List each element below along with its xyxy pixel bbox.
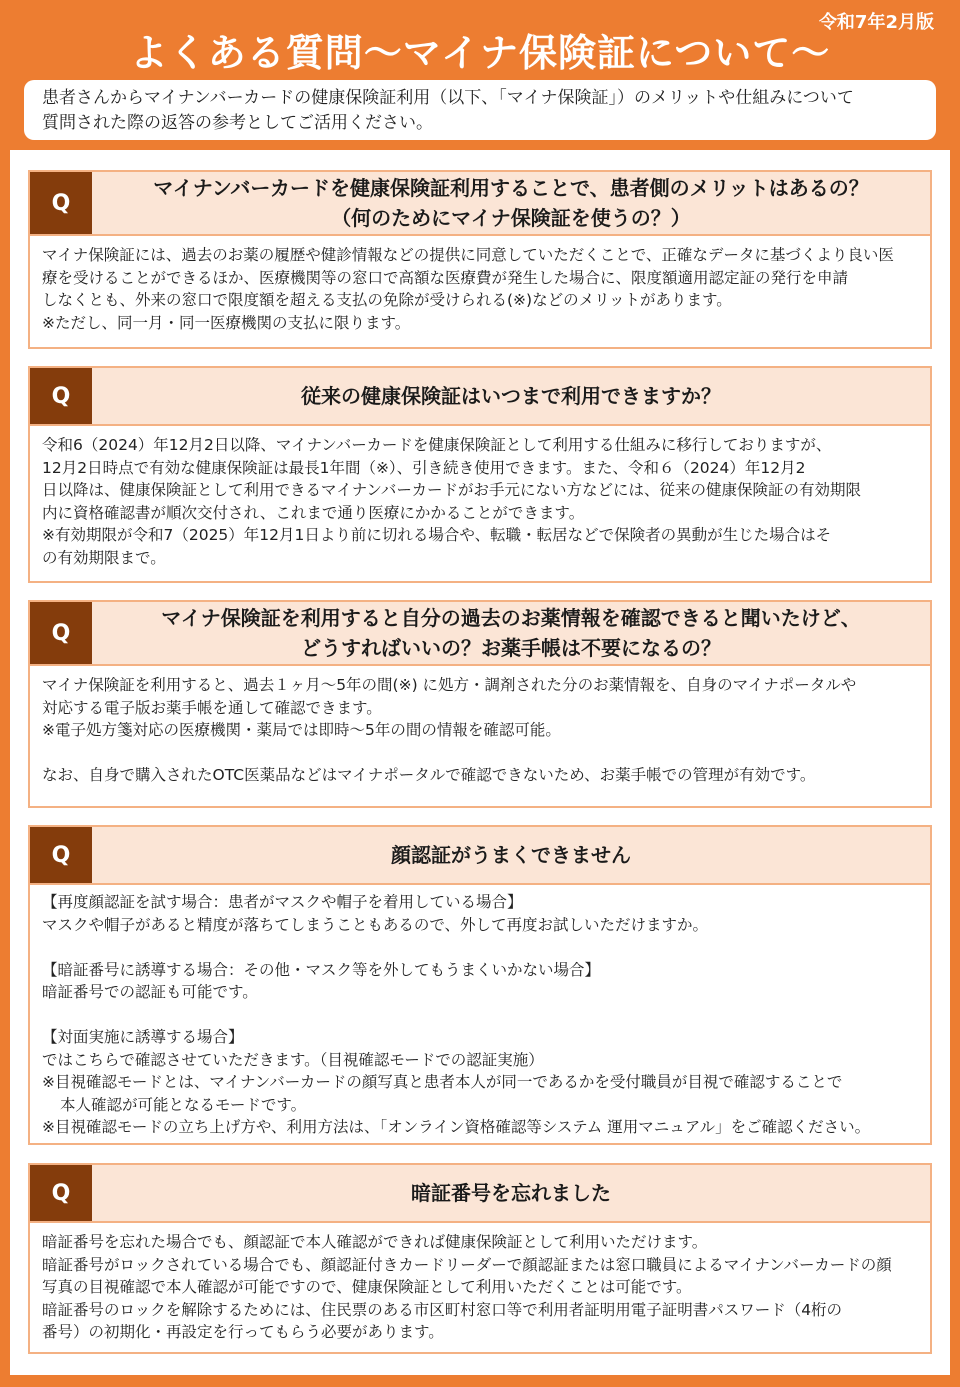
answer-line: 【暗証番号に誘導する場合：その他・マスク等を外してもうまくいかない場合】 <box>42 960 601 979</box>
question-line: （何のためにマイナ保険証を使うの？） <box>331 206 691 230</box>
faq-item-merits <box>28 170 932 349</box>
answer-text <box>30 885 930 1147</box>
answer-text <box>30 236 930 342</box>
answer-text <box>30 666 930 795</box>
answer-line: ※ただし、同一月・同一医療機関の支払に限ります。 <box>42 313 411 332</box>
question-title <box>92 1165 930 1221</box>
q-badge: Q <box>30 1165 92 1221</box>
answer-line: ※目視確認モードとは、マイナンバーカードの顔写真と患者本人が同一であるかを受付職員が目視で確認することで <box>42 1073 843 1091</box>
question-line: 従来の健康保険証はいつまで利用できますか？ <box>301 384 721 408</box>
answer-line: 暗証番号を忘れた場合でも、顔認証で本人確認ができれば健康保険証として利用いただけます。 <box>42 1233 708 1251</box>
q-badge: Q <box>30 827 92 883</box>
answer-line: の有効期限まで。 <box>42 548 166 567</box>
faq-item-face-recognition <box>28 825 932 1145</box>
q-badge: Q <box>30 602 92 664</box>
answer-line: ※電子処方箋対応の医療機関・薬局では即時～5年の間の情報を確認可能。 <box>42 721 561 739</box>
question-line: マイナンバーカードを健康保険証利用することで、患者側のメリットはあるの？ <box>153 176 869 200</box>
answer-line: 12月2日時点で有効な健康保険証は最長1年間（※）、引き続き使用できます。また、令和６（2024）年12月2 <box>42 458 806 477</box>
question-title <box>92 368 930 424</box>
answer-line <box>42 936 918 959</box>
question-title <box>92 827 930 883</box>
q-badge: Q <box>30 368 92 424</box>
answer-line: 本人確認が可能となるモードです。 <box>60 1095 307 1114</box>
faq-item-forgot-pin <box>28 1163 932 1354</box>
answer-line: マスクや帽子があると精度が落ちてしまうこともあるので、外して再度お試しいただけますか。 <box>42 915 709 934</box>
answer-line <box>42 1004 918 1027</box>
answer-text <box>30 1223 930 1352</box>
question-line: どうすればいいの？お薬手帳は不要になるの？ <box>301 636 721 660</box>
answer-line: 写真の目視確認で本人確認が可能ですので、健康保険証として利用いただくことは可能です。 <box>42 1278 692 1296</box>
page-title: よくある質問～マイナ保険証について～ <box>129 31 831 75</box>
answer-line: 【対面実施に誘導する場合】 <box>42 1028 244 1046</box>
answer-line: 【再度顔認証を試す場合：患者がマスクや帽子を着用している場合】 <box>42 893 523 911</box>
question-line: 暗証番号を忘れました <box>411 1181 611 1205</box>
intro-box <box>24 80 936 140</box>
answer-line: 日以降は、健康保険証として利用できるマイナンバーカードがお手元にない方などには、従来の健康保険証の有効期限 <box>42 481 862 499</box>
answer-line: 対応する電子版お薬手帳を通して確認できます。 <box>42 698 382 717</box>
faq-panel <box>10 150 950 1375</box>
answer-line: しなくとも、外来の窓口で限度額を超える支払の免除が受けられる(※)などのメリットがあります。 <box>42 291 732 309</box>
question-line: マイナ保険証を利用すると自分の過去のお薬情報を確認できると聞いたけど、 <box>161 606 861 630</box>
answer-line: マイナ保険証を利用すると、過去１ヶ月～5年の間(※) に処方・調剤された分のお薬情報を、自身のマイナポータルや <box>42 676 857 694</box>
answer-text <box>30 426 930 577</box>
faq-item-old-insurance-card <box>28 366 932 583</box>
intro-line: 質問された際の返答の参考としてご活用ください。 <box>42 113 433 133</box>
question-title <box>92 602 930 664</box>
answer-line: ※有効期限が令和7（2025）年12月1日より前に切れる場合や、転職・転居などで保険者の異動が生じた場合はそ <box>42 526 832 544</box>
faq-item-medication-info <box>28 600 932 808</box>
answer-line: 療を受けることができるほか、医療機関等の窓口で高額な医療費が発生した場合に、限度額適用認定証の発行を申請 <box>42 268 849 287</box>
answer-line: 暗証番号がロックされている場合でも、顔認証付きカードリーダーで顔認証または窓口職員によるマイナンバーカードの顔 <box>42 1255 892 1274</box>
answer-line: 暗証番号での認証も可能です。 <box>42 983 258 1001</box>
edition-label: 令和7年2月版 <box>818 12 934 33</box>
answer-line: 番号）の初期化・再設定を行ってもらう必要があります。 <box>42 1323 444 1341</box>
answer-line <box>42 742 918 765</box>
answer-line: 内に資格確認書が順次交付され、これまで通り医療にかかることができます。 <box>42 503 585 522</box>
answer-line: 暗証番号のロックを解除するためには、住民票のある市区町村窓口等で利用者証明用電子証明書パスワード（4桁の <box>42 1300 843 1319</box>
answer-line: 令和6（2024）年12月2日以降、マイナンバーカードを健康保険証として利用する仕組みに移行しておりますが、 <box>42 436 832 454</box>
answer-line: ではこちらで確認させていただきます。（目視確認モードでの認証実施） <box>42 1050 544 1069</box>
question-line: 顔認証がうまくできません <box>391 843 631 867</box>
answer-line: マイナ保険証には、過去のお薬の履歴や健診情報などの提供に同意していただくことで、正確なデータに基づくより良い医 <box>42 246 894 264</box>
question-title <box>92 172 930 234</box>
answer-line: ※目視確認モードの立ち上げ方や、利用方法は、「オンライン資格確認等システム 運用マニュアル」をご確認ください。 <box>42 1118 871 1136</box>
q-badge: Q <box>30 172 92 234</box>
answer-line: なお、自身で購入されたOTC医薬品などはマイナポータルで確認できないため、お薬手帳での管理が有効です。 <box>42 766 816 784</box>
intro-line: 患者さんからマイナンバーカードの健康保険証利用（以下、「マイナ保険証」）のメリットや仕組みについて <box>42 88 854 108</box>
